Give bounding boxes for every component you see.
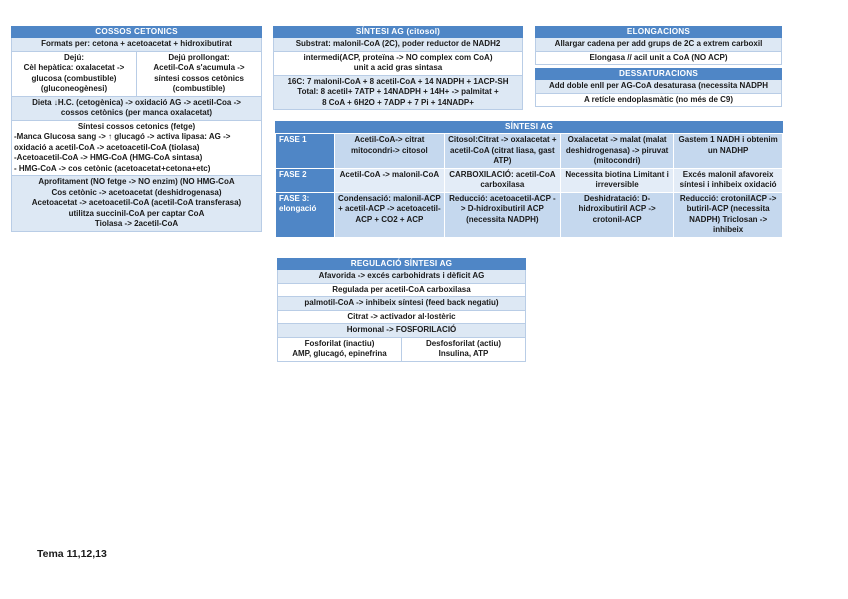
aprofitament-line: Cos cetònic -> acetoacetat (deshidrogenasa) (51, 187, 222, 197)
aprofitament-line: utilitza succinil-CoA per captar CoA (68, 208, 205, 218)
sintesi-cossos-line: - HMG-CoA -> cos cetònic (acetoacetat+cetona+etc) (14, 163, 211, 173)
deju-cell (12, 52, 136, 96)
deju-line: (gluconeogènesi) (40, 84, 108, 93)
equacio-line: Total: 8 acetil+ 7ATP + 14NADPH + 14H+ -> palmitat + (297, 87, 499, 96)
deju-line: Cèl hepàtica: oxalacetat -> (23, 63, 125, 72)
equacio-row (273, 76, 523, 111)
table-cell: Excés malonil afavoreix síntesi i inhibeix oxidació (674, 168, 783, 192)
table-row (276, 134, 783, 169)
table-row (276, 168, 783, 192)
desfosforilat-cell (401, 338, 525, 361)
equacio-line: 8 CoA + 6H2O + 7ADP + 7 Pi + 14NADP+ (322, 97, 474, 107)
sintesi-cossos-line: oxidació a acetil-CoA -> acetoacetil-CoA (tiolasa) (14, 142, 200, 152)
regulacio-row: Citrat -> activador al·lostèric (277, 311, 526, 325)
dieta-line: cossos cetònics (per manca oxalacetat) (60, 108, 213, 117)
aprofitament-line: Aprofitament (NO fetge -> NO enzim) (NO HMG-CoA (38, 177, 235, 186)
fase-label: FASE 2 (276, 168, 335, 192)
sintesi-cossos-line: -Manca Glucosa sang -> ↑ glucagó -> activa lipasa: AG -> (14, 132, 231, 141)
aprofitament-line: Acetoacetat -> acetoacetil-CoA (acetil-CoA transferasa) (31, 198, 242, 207)
sintesi-ag-table (275, 133, 783, 238)
regulacio-panel (277, 258, 526, 362)
table-cell: Gastem 1 NADH i obtenim un NADHP (674, 134, 783, 169)
intermedi-row (273, 52, 523, 76)
sintesi-ag-title: SÍNTESI AG (275, 121, 783, 133)
prol-line: (combustible) (172, 84, 226, 93)
fosforilat-title: Fosforilat (inactiu) (304, 338, 375, 348)
table-cell: Oxalacetat -> malat (malat deshidrogenasa) -> piruvat (mitocondri) (560, 134, 673, 169)
table-cell: Reducció: crotonilACP -> butiril-ACP (necessita NADPH) Triclosan -> inhibeix (674, 192, 783, 237)
cossos-cetonics-panel (11, 26, 262, 232)
dessaturacions-row: A retícle endoplasmàtic (no més de C9) (535, 94, 782, 108)
table-cell: Citosol:Citrat -> oxalacetat + acetil-CoA (citrat liasa, gast ATP) (444, 134, 560, 169)
dessaturacions-row: Add doble enll per AG-CoA desaturasa (necessita NADPH (535, 80, 782, 94)
equacio-line: 16C: 7 malonil-CoA + 8 acetil-CoA + 14 NADPH + 1ACP-SH (287, 76, 509, 86)
table-cell: Condensació: malonil-ACP + acetil-ACP -> acetoacetil-ACP + CO2 + ACP (335, 192, 445, 237)
sintesi-cossos-row (11, 121, 262, 177)
aprofitament-row (11, 176, 262, 232)
intermedi-line: intermedi(ACP, proteïna -> NO complex com CoA) (303, 52, 493, 62)
desfosforilat-text: Insulina, ATP (438, 349, 489, 358)
regulacio-row: Regulada per acetil-CoA carboxilasa (277, 284, 526, 298)
table-row (276, 192, 783, 237)
sintesi-cossos-title: Síntesi cossos cetonics (fetge) (77, 121, 196, 131)
intermedi-line: unit a acid gras sintasa (353, 63, 443, 72)
sintesi-ag-panel (275, 121, 783, 238)
fosforilacio-row (277, 338, 526, 362)
table-cell: Deshidratació: D-hidroxibutiril ACP -> crotonil-ACP (560, 192, 673, 237)
fase-label: FASE 1 (276, 134, 335, 169)
regulacio-row: Afavorida -> excés carbohidrats i dèficit AG (277, 270, 526, 284)
table-cell: Reducció: acetoacetil-ACP -> D-hidroxibutiril ACP (necessita NADPH) (444, 192, 560, 237)
table-cell: Acetil-CoA-> citrat mitocondri-> citosol (335, 134, 445, 169)
tema-label: Tema 11,12,13 (37, 548, 107, 560)
fase-label: FASE 3: elongació (276, 192, 335, 237)
sintesi-citosol-panel (273, 26, 523, 110)
sintesi-cossos-line: -Acetoacetil-CoA -> HMG-CoA (HMG-CoA sintasa) (14, 153, 203, 162)
dieta-line: Dieta ↓H.C. (cetogènica) -> oxidació AG -> acetil-Coa -> (32, 97, 241, 107)
cossos-cetonics-title: COSSOS CETONICS (11, 26, 262, 38)
dieta-row (11, 97, 262, 121)
formats-row: Formats per: cetona + acetoacetat + hidroxibutirat (11, 38, 262, 52)
prol-title: Dejú prollongat: (168, 52, 230, 62)
prol-line: Acetil-CoA s'acumula -> (153, 63, 245, 72)
fosforilat-cell (278, 338, 401, 361)
fosforilat-text: AMP, glucagó, epinefrina (292, 349, 387, 358)
deju-title: Dejú: (64, 52, 84, 62)
prol-line: síntesi cossos cetònics (154, 73, 244, 83)
deju-row (11, 52, 262, 97)
deju-line: glucosa (combustible) (31, 73, 117, 83)
dessaturacions-panel (535, 68, 782, 107)
dessaturacions-title: DESSATURACIONS (535, 68, 782, 80)
regulacio-row: Hormonal -> FOSFORILACIÓ (277, 324, 526, 338)
sintesi-citosol-title: SÍNTESI AG (citosol) (273, 26, 523, 38)
substrat-row: Substrat: malonil-CoA (2C), poder reductor de NADH2 (273, 38, 523, 52)
table-cell: CARBOXILACIÓ: acetil-CoA carboxilasa (444, 168, 560, 192)
aprofitament-line: Tiolasa -> 2acetil-CoA (94, 219, 179, 228)
table-cell: Necessita biotina Limitant i irreversible (560, 168, 673, 192)
regulacio-row: palmotil-CoA -> inhibeix síntesi (feed back negatiu) (277, 297, 526, 311)
elongacions-panel (535, 26, 782, 65)
elongacions-row: Elongasa // acil unit a CoA (NO ACP) (535, 52, 782, 66)
desfosforilat-title: Desfosforilat (actiu) (425, 338, 502, 348)
regulacio-title: REGULACIÓ SÍNTESI AG (277, 258, 526, 270)
deju-prollongat-cell (136, 52, 261, 96)
elongacions-title: ELONGACIONS (535, 26, 782, 38)
table-cell: Acetil-CoA -> malonil-CoA (335, 168, 445, 192)
elongacions-row: Allargar cadena per add grups de 2C a extrem carboxil (535, 38, 782, 52)
